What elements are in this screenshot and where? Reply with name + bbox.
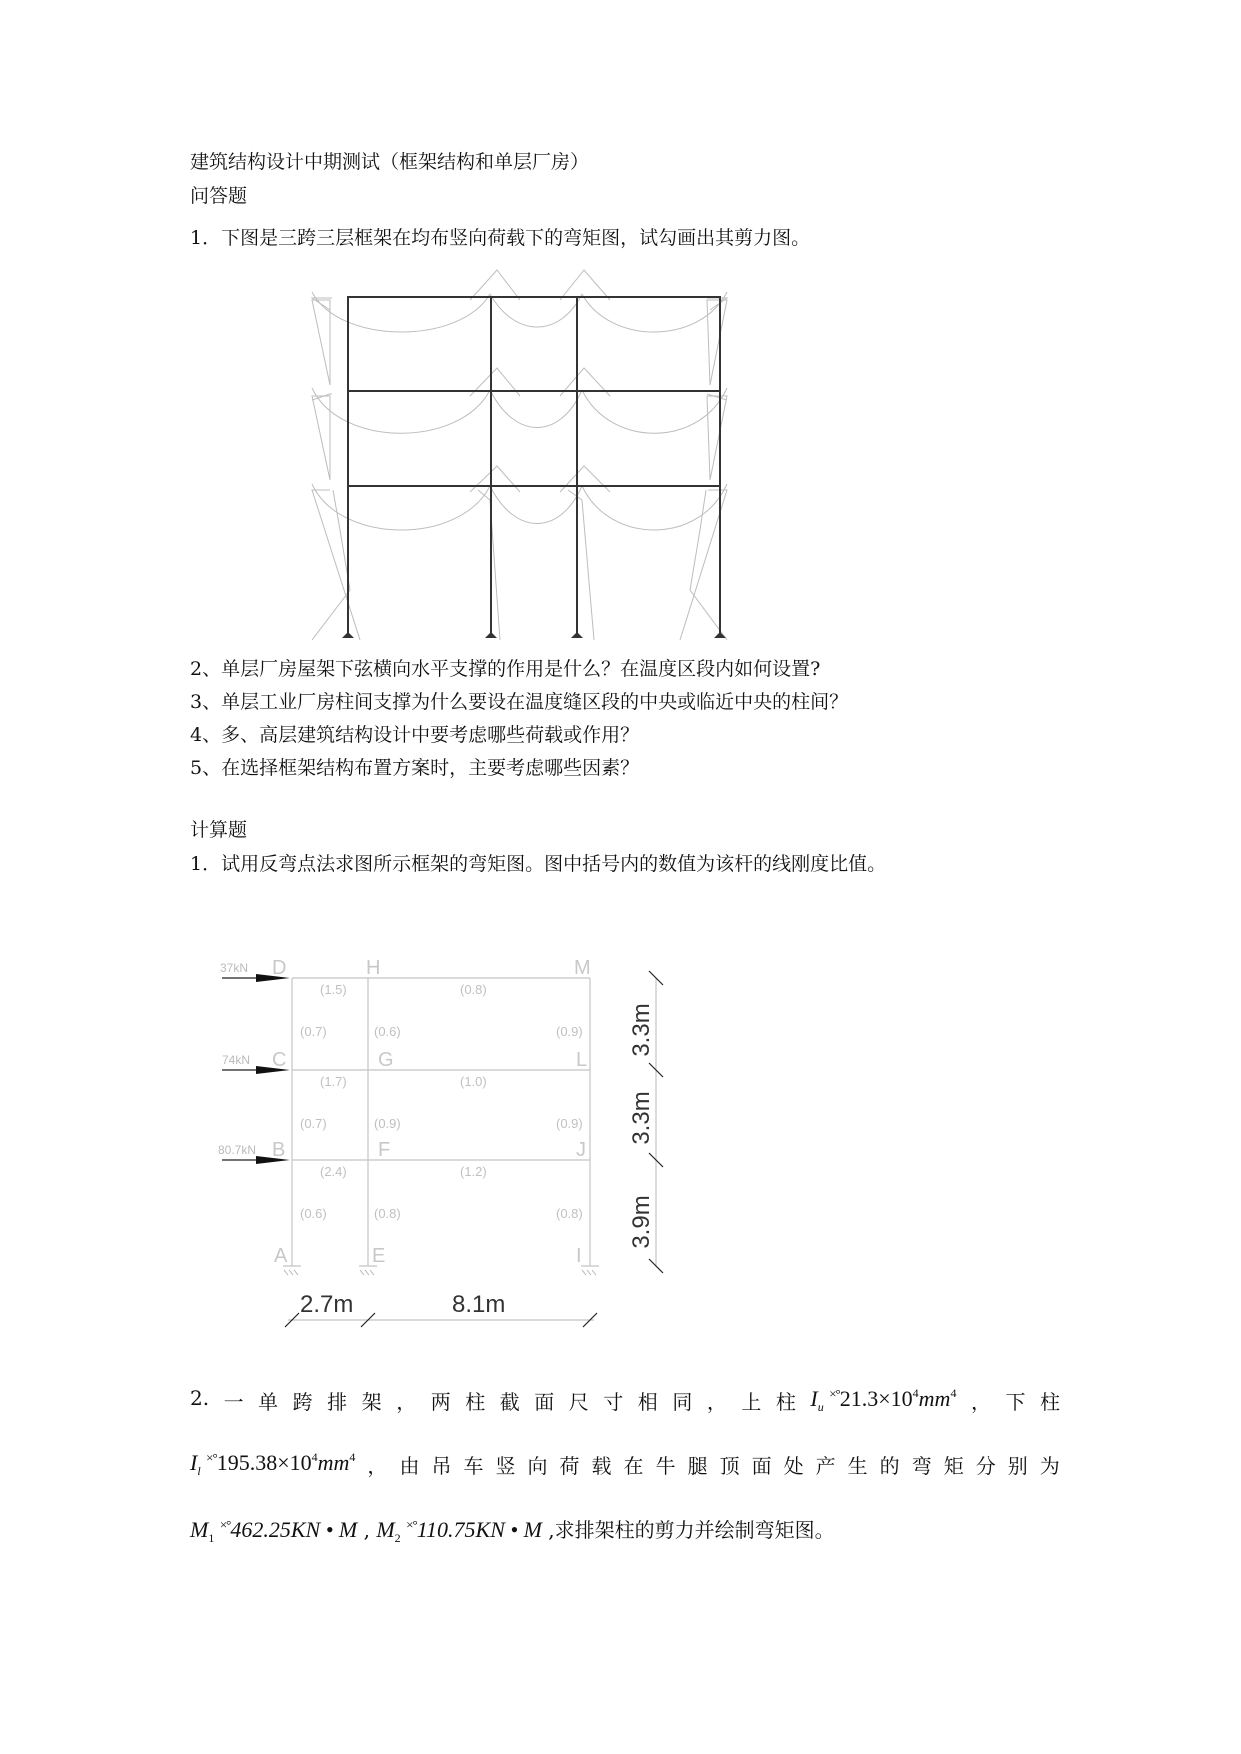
calc-item-1: 1．试用反弯点法求图所示框架的弯矩图。图中括号内的数值为该杆的线刚度比值。 (190, 853, 887, 875)
qa-item-3: 3、单层工业厂房柱间支撑为什么要设在温度缝区段的中央或临近中央的柱间？ (190, 691, 849, 713)
qa-item-1: 1．下图是三跨三层框架在均布竖向荷载下的弯矩图，试勾画出其剪力图。 (190, 227, 811, 249)
load-label-mid: 74kN (222, 1053, 251, 1067)
calc-item-2-line-3: $M_1$ ×°462.25KN • M , $M_2$ ×°110.75KN • M ,求排架柱的剪力并绘制弯矩图。 (190, 1517, 835, 1545)
load-label-top: 37kN (220, 961, 249, 975)
beam-ratio: (1.5) (320, 982, 347, 997)
column-ratio: (0.8) (556, 1206, 583, 1221)
node-I: I (576, 1245, 582, 1267)
section-qa-heading: 问答题 (190, 185, 248, 207)
height-dimension: 3.9m (628, 1195, 655, 1249)
qa-item-4: 4、多、高层建筑结构设计中要考虑哪些荷载或作用？ (190, 724, 640, 746)
column-ratio: (0.6) (300, 1206, 327, 1221)
qa-item-5: 5、在选择框架结构布置方案时，主要考虑哪些因素？ (190, 757, 640, 779)
formula-Il: $I_l$ $^{\times^\circ}195.38\times 10^4mm^4$ (190, 1450, 356, 1478)
node-D: D (272, 957, 287, 979)
beam-ratio: (1.7) (320, 1074, 347, 1089)
qa-item-2: 2、单层厂房屋架下弦横向水平支撑的作用是什么？在温度区段内如何设置? (190, 658, 821, 680)
calc-item-2-line-1: 2. 一 单 跨 排 架 ， 两 柱 截 面 尺 寸 相 同 ， 上 柱 $I_u$ $^{\times^\circ}21.3\times 10^4mm^4$ ， 下 柱 (190, 1386, 1060, 1414)
span-dimension: 8.1m (452, 1291, 506, 1318)
calc-item-2-line-2: $I_l$ $^{\times^\circ}195.38\times 10^4mm^4$ ， 由 吊 车 竖 向 荷 载 在 牛 腿 顶 面 处 产 生 的 弯 矩 分 别 为 (190, 1450, 1060, 1478)
node-H: H (366, 957, 381, 979)
beam-ratio: (1.2) (460, 1164, 487, 1179)
node-C: C (272, 1049, 287, 1071)
node-L: L (576, 1049, 588, 1071)
height-dimension: 3.3m (628, 1003, 655, 1057)
beam-ratio: (0.8) (460, 982, 487, 997)
span-dimension: 2.7m (300, 1291, 354, 1318)
formula-M2: $M_2$ ×°110.75KN • M (376, 1517, 542, 1545)
node-A: A (274, 1245, 288, 1267)
node-M: M (574, 957, 591, 979)
node-F: F (378, 1139, 391, 1161)
node-J: J (576, 1139, 586, 1161)
node-B: B (272, 1139, 286, 1161)
beam-ratio: (2.4) (320, 1164, 347, 1179)
column-ratio: (0.7) (300, 1024, 327, 1039)
node-E: E (372, 1245, 386, 1267)
column-ratio: (0.8) (374, 1206, 401, 1221)
section-calc-heading: 计算题 (190, 819, 248, 841)
beam-ratio: (1.0) (460, 1074, 487, 1089)
node-G: G (378, 1049, 394, 1071)
load-label-bottom: 80.7kN (218, 1143, 257, 1157)
column-ratio: (0.9) (556, 1024, 583, 1039)
formula-M1: $M_1$ ×°462.25KN • M (190, 1517, 358, 1545)
doc-title: 建筑结构设计中期测试（框架结构和单层厂房） (190, 151, 590, 173)
column-ratio: (0.9) (556, 1116, 583, 1131)
formula-Iu: $I_u$ $^{\times^\circ}21.3\times 10^4mm^4$ (810, 1386, 957, 1414)
column-ratio: (0.9) (374, 1116, 401, 1131)
column-ratio: (0.6) (374, 1024, 401, 1039)
height-dimension: 3.3m (628, 1091, 655, 1145)
column-ratio: (0.7) (300, 1116, 327, 1131)
